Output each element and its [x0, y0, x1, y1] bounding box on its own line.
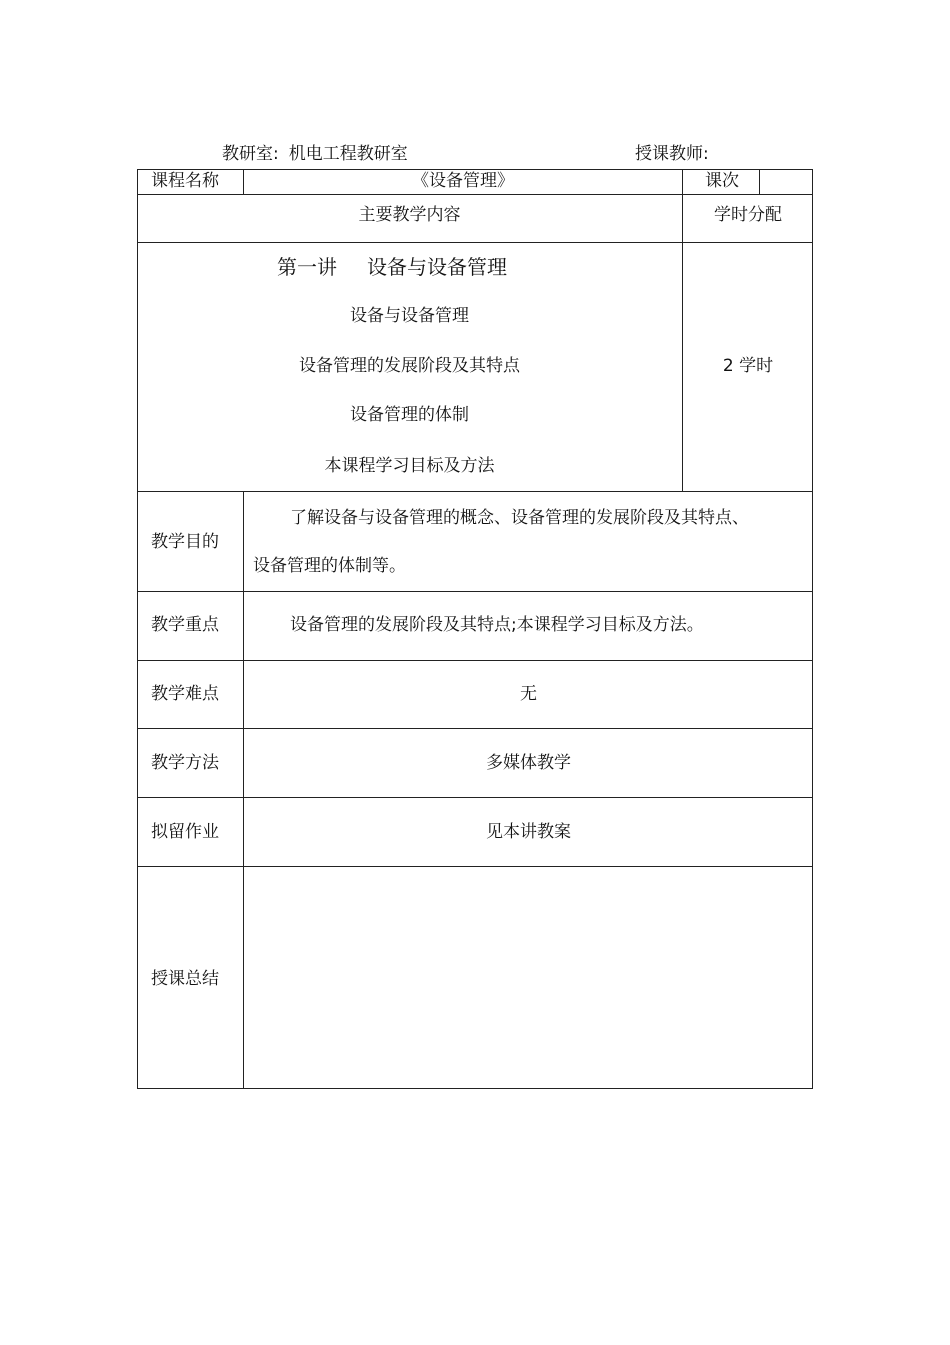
lecture-title: 设备与设备管理	[367, 255, 507, 279]
lecture-heading	[277, 253, 507, 281]
row-divider-keypoints	[137, 660, 813, 661]
topic-item: 设备管理的体制	[350, 405, 469, 425]
methods-value: 多媒体教学	[486, 753, 571, 773]
methods-label: 教学方法	[151, 753, 219, 773]
teacher-label: 授课教师:	[635, 144, 709, 164]
objectives-label: 教学目的	[151, 532, 219, 552]
row-divider-difficulties	[137, 728, 813, 729]
row-divider-objectives	[137, 591, 813, 592]
key-points-label: 教学重点	[151, 615, 219, 635]
department-value: 机电工程教研室	[288, 144, 408, 164]
key-points-value: 设备管理的发展阶段及其特点;本课程学习目标及方法。	[290, 615, 704, 635]
teacher-line	[635, 142, 709, 166]
topic-item: 设备与设备管理	[350, 306, 469, 326]
col-divider-labels	[243, 491, 244, 1089]
row-divider-methods	[137, 797, 813, 798]
homework-label: 拟留作业	[151, 822, 219, 842]
row-divider-course	[137, 194, 813, 195]
difficulties-value: 无	[520, 684, 537, 704]
main-content-heading: 主要教学内容	[358, 205, 461, 225]
department-label: 教研室:	[222, 144, 279, 164]
row-divider-homework	[137, 866, 813, 867]
objectives-line-2: 设备管理的体制等。	[253, 556, 406, 576]
course-name-value: 《设备管理》	[412, 171, 514, 191]
topic-item: 设备管理的发展阶段及其特点	[299, 356, 520, 376]
homework-value: 见本讲教案	[486, 822, 571, 842]
lecture-number: 第一讲	[277, 255, 337, 279]
course-name-label: 课程名称	[151, 171, 219, 191]
row-divider-header	[137, 242, 813, 243]
hours-heading: 学时分配	[714, 205, 782, 225]
department-line	[222, 142, 408, 166]
row-divider-content	[137, 491, 813, 492]
col-divider-session-value	[759, 169, 760, 194]
summary-label: 授课总结	[151, 969, 219, 989]
difficulties-label: 教学难点	[151, 684, 219, 704]
session-label: 课次	[705, 171, 739, 191]
hours-value: 2 学时	[722, 356, 774, 376]
topic-item: 本课程学习目标及方法	[324, 456, 495, 476]
objectives-line-1: 了解设备与设备管理的概念、设备管理的发展阶段及其特点、	[290, 508, 749, 528]
